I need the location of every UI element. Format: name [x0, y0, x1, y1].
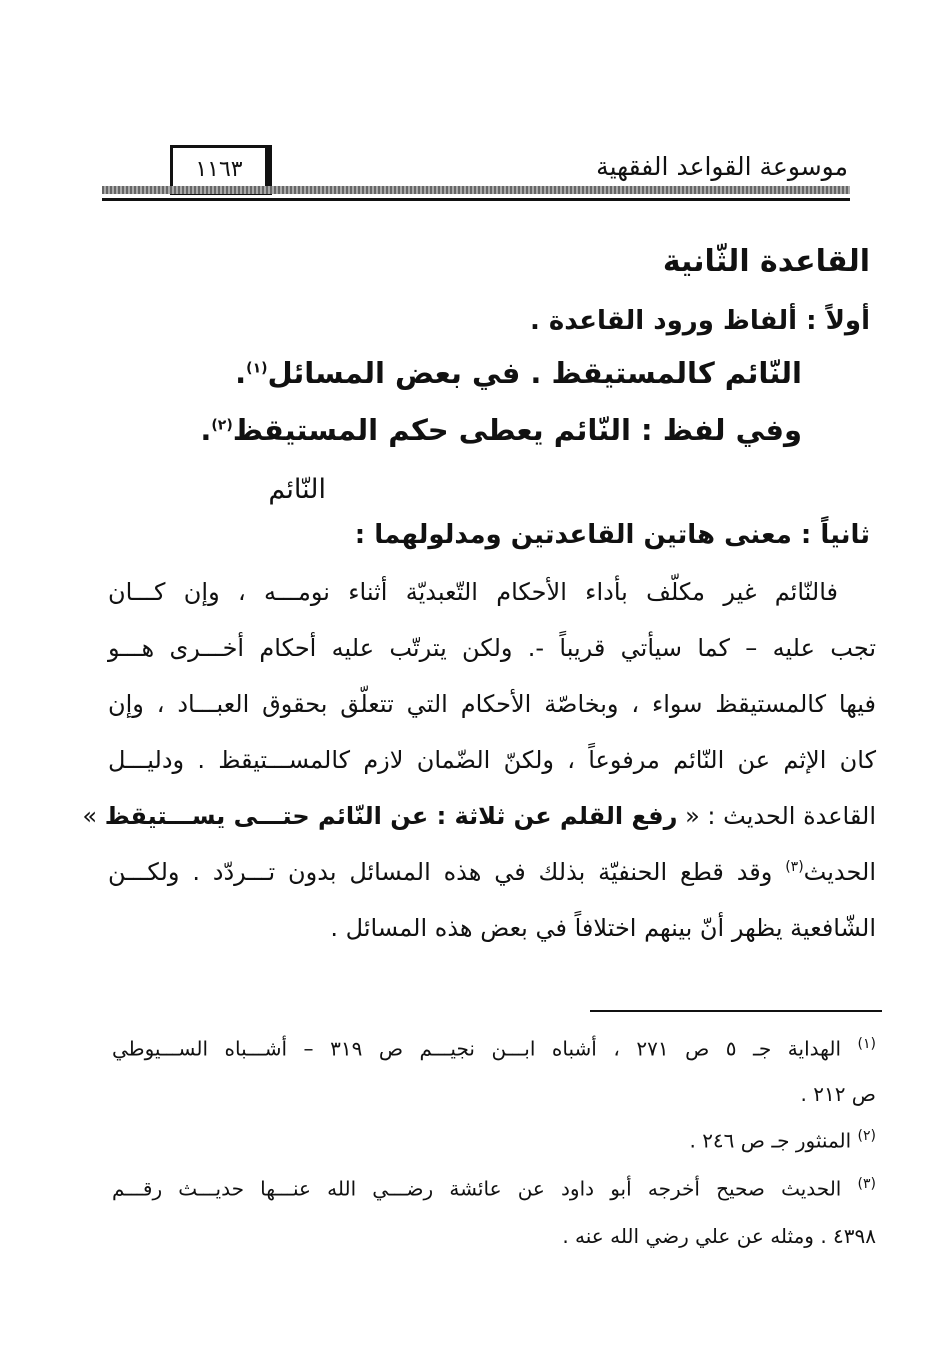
footnote-3-text: الحديث صحيح أخرجه أبو داود عن عائشة رضـــي الله عنـــها حديـــث رقـــم — [112, 1176, 842, 1201]
paragraph-line-6-start: الحديث — [803, 858, 876, 886]
footnote-ref-1: (١) — [246, 360, 268, 377]
subsection-title-2: ثانياً : معنى هاتين القاعدتين ومدلولهما : — [354, 520, 870, 550]
paragraph-line-2: تجب عليه – كما سيأتي قريباً -. ولكن يترتّب عليه أحكام أخـــرى هـــو — [108, 634, 876, 662]
footnote-2-marker: (٢) — [857, 1128, 876, 1144]
paragraph-line-5-start: القاعدة الحديث : « — [685, 802, 876, 830]
footnote-ref-3: (٣) — [785, 859, 804, 875]
paragraph-line-7: الشّافعية يظهر أنّ بينهم اختلافاً في بعض هذه المسائل . — [330, 914, 876, 942]
footnote-2-text: المنثور جـ ص ٢٤٦ . — [689, 1128, 852, 1153]
rule-end-2: . — [200, 413, 212, 447]
section-heading: القاعدة الثّانية — [662, 244, 870, 279]
header-rule-thin — [102, 198, 850, 201]
paragraph-line-5-end: » — [82, 802, 98, 830]
rule-statement-1 — [235, 356, 802, 390]
hadith-text: رفع القلم عن ثلاثة : عن النّائم حتـــى يســـتيقظ — [104, 802, 678, 830]
footnote-3-line-2: ٤٣٩٨ . ومثله عن علي رضي الله عنه . — [562, 1224, 876, 1248]
footnote-separator — [590, 1010, 882, 1012]
paragraph-line-6 — [108, 858, 876, 886]
footnote-1-marker: (١) — [857, 1036, 877, 1052]
rule-statement-2 — [200, 413, 802, 447]
rule-text-1: النّائم كالمستيقظ . في بعض المسائل — [267, 356, 802, 390]
footnote-1-line-1 — [112, 1036, 876, 1061]
paragraph-line-4: كان الإثم عن النّائم مرفوعاً ، ولكنّ الضّمان لازم كالمســـتيقظ . ودليـــل — [108, 746, 876, 774]
footnote-ref-2: (٢) — [211, 417, 233, 434]
page-number: ١١٦٣ — [195, 157, 243, 182]
footnote-1-line-2: ص ٢١٢ . — [800, 1082, 876, 1106]
paragraph-line-1: فالنّائم غير مكلّف بأداء الأحكام التّعبديّة أثناء نومـــه ، وإن كـــان — [108, 578, 838, 606]
subsection-title-1: أولاً : ألفاظ ورود القاعدة . — [529, 306, 870, 336]
header-rule-thick — [102, 186, 850, 194]
paragraph-line-3: فيها كالمستيقظ سواء ، وبخاصّة الأحكام التي تتعلّق بحقوق العبـــاد ، وإن — [108, 690, 876, 718]
footnote-2 — [112, 1128, 876, 1153]
rule-end-1: . — [235, 356, 247, 390]
footnote-1-text: الهداية جـ ٥ ص ٢٧١ ، أشباه ابـــن نجيـــم ص ٣١٩ – أشـــباه الســـيوطي — [112, 1036, 842, 1061]
rule-text-2: وفي لفظ : النّائم يعطى حكم المستيقظ — [232, 413, 802, 447]
footnote-3-line-1 — [112, 1176, 876, 1201]
paragraph-line-5 — [82, 802, 876, 830]
book-title: موسوعة القواعد الفقهية — [596, 152, 848, 181]
stray-word: النّائم — [268, 474, 326, 505]
footnote-3-marker: (٣) — [857, 1176, 877, 1192]
paragraph-line-6-rest: وقد قطع الحنفيّة بذلك في هذه المسائل بدون تـــردّد . ولكـــن — [108, 858, 773, 886]
